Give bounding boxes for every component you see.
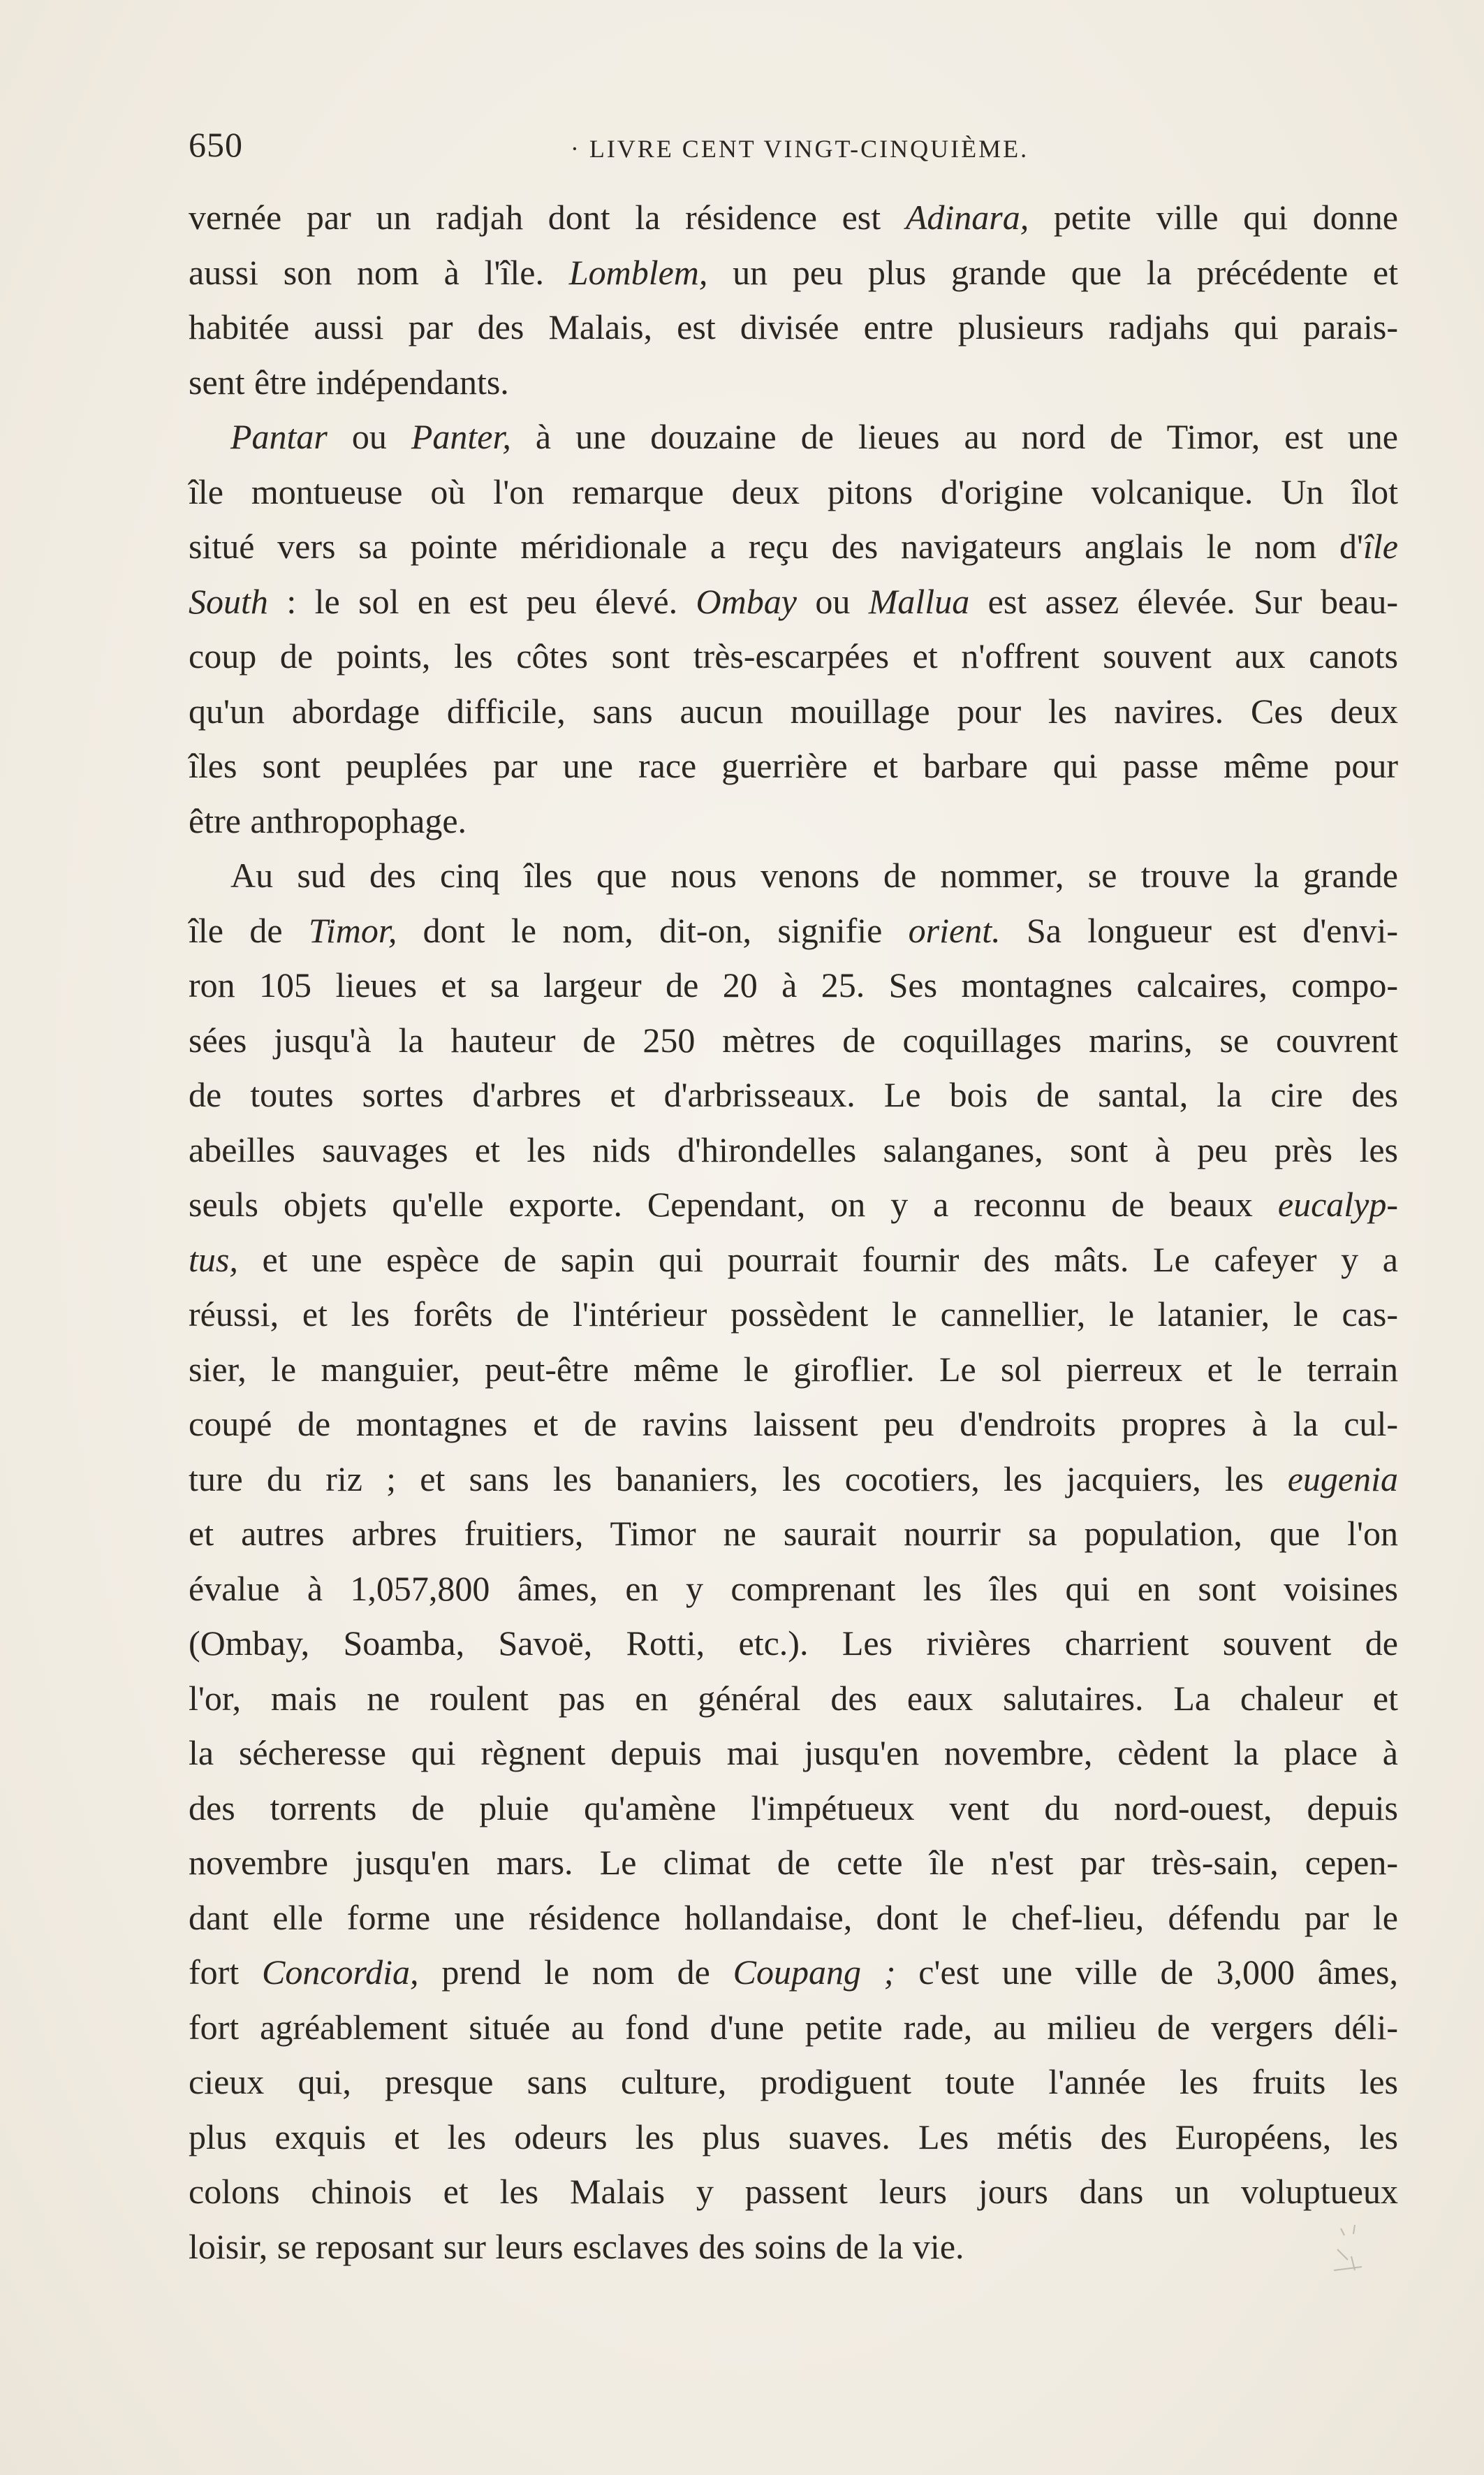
text-line [189, 1890, 1398, 1945]
text-line [189, 2164, 1398, 2219]
text-segment: colons chinois et les Malais y passent leurs jours dans un voluptueux [189, 2172, 1398, 2211]
text-line [189, 1067, 1398, 1123]
text-segment: la sécheresse qui règnent depuis mai jusqu'en novembre, cèdent la place à [189, 1733, 1398, 1772]
text-line [189, 794, 1398, 849]
text-segment: situé vers sa pointe méridionale a reçu des navigateurs anglais le nom d' [189, 527, 1364, 566]
text-segment: Panter, [411, 417, 511, 456]
text-segment: tus, [189, 1239, 238, 1279]
text-line [189, 1671, 1398, 1726]
text-segment: île de [189, 910, 309, 950]
text-line [189, 1342, 1398, 1397]
text-line [189, 629, 1398, 684]
text-segment: réussi, et les forêts de l'intérieur possèdent le cannellier, le latanier, le cas- [189, 1294, 1398, 1334]
text-segment: eugenia [1287, 1459, 1398, 1498]
text-segment: île montueuse où l'on remarque deux pitons d'origine volcanique. Un îlot [189, 472, 1398, 511]
text-segment: plus exquis et les odeurs les plus suaves. Les métis des Européens, les [189, 2117, 1398, 2156]
text-segment: fort [189, 1952, 263, 1992]
text-segment: Concordia, [262, 1952, 419, 1992]
text-line [189, 1616, 1398, 1671]
text-segment: Coupang ; [733, 1952, 896, 1992]
text-segment: l'or, mais ne roulent pas en général des eaux salutaires. La chaleur et [189, 1678, 1398, 1718]
text-segment: dont le nom, dit-on, signifie [397, 910, 909, 950]
text-segment: Timor, [308, 910, 397, 950]
text-segment: seuls objets qu'elle exporte. Cependant, on y a reconnu de beaux [189, 1185, 1278, 1224]
text-line [189, 1013, 1398, 1068]
text-segment: ture du riz ; et sans les bananiers, les cocotiers, les jacquiers, les [189, 1459, 1288, 1498]
text-segment: Mallua [868, 581, 970, 621]
text-line [189, 958, 1398, 1013]
text-segment: un peu plus grande que la précédente et [707, 252, 1398, 292]
text-line [189, 848, 1398, 903]
text-line [189, 1177, 1398, 1232]
text-segment: Ombay [696, 581, 797, 621]
text-segment: et autres arbres fruitiers, Timor ne saurait nourrir sa population, que l'on [189, 1514, 1398, 1553]
text-segment: cieux qui, presque sans culture, prodiguent toute l'année les fruits les [189, 2062, 1398, 2101]
text-segment: sent être indépendants. [189, 362, 509, 402]
text-line [189, 519, 1398, 574]
text-line [189, 574, 1398, 629]
text-line [189, 2054, 1398, 2110]
text-segment: abeilles sauvages et les nids d'hirondelles salanganes, sont à peu près les [189, 1130, 1398, 1169]
text-segment: Sa longueur est d'envi- [1000, 910, 1398, 950]
text-segment: sier, le manguier, peut-être même le giroflier. Le sol pierreux et le terrain [189, 1349, 1398, 1389]
body-text [189, 190, 1398, 2274]
text-segment: ou [327, 417, 411, 456]
text-line [189, 1506, 1398, 1561]
text-line [189, 1835, 1398, 1890]
text-segment: eucalyp- [1277, 1185, 1398, 1224]
text-segment: petite ville qui donne [1029, 198, 1398, 237]
text-line [189, 1561, 1398, 1616]
text-line [189, 1123, 1398, 1178]
text-segment: coup de points, les côtes sont très-escarpées et n'offrent souvent aux canots [189, 636, 1398, 676]
text-segment: île [1363, 527, 1398, 566]
page-header [189, 124, 1411, 173]
text-segment: prend le nom de [418, 1952, 733, 1992]
running-head: · LIVRE CENT VINGT-CINQUIÈME. [570, 135, 1029, 163]
text-segment: sées jusqu'à la hauteur de 250 mètres de coquillages marins, se couvrent [189, 1020, 1398, 1060]
text-segment: des torrents de pluie qu'amène l'impétueux vent du nord-ouest, depuis [189, 1788, 1398, 1827]
text-line [189, 465, 1398, 520]
text-line [189, 738, 1398, 794]
page-number: 650 [189, 125, 243, 164]
text-segment: novembre jusqu'en mars. Le climat de cette île n'est par très-sain, cepen- [189, 1843, 1398, 1882]
text-segment: Lomblem, [568, 252, 708, 292]
text-segment: qu'un abordage difficile, sans aucun mouillage pour les navires. Ces deux [189, 691, 1398, 731]
text-line [189, 300, 1398, 355]
text-line [189, 1945, 1398, 2000]
text-line [189, 1287, 1398, 1342]
text-segment: Adinara, [905, 198, 1029, 237]
text-segment: aussi son nom à l'île. [189, 252, 569, 292]
text-line [189, 684, 1398, 739]
text-line [189, 1232, 1398, 1287]
library-stamp-mark [1327, 2221, 1376, 2277]
text-segment: : le sol en est peu élevé. [267, 581, 696, 621]
text-segment: South [189, 581, 268, 621]
text-segment: îles sont peuplées par une race guerrière et barbare qui passe même pour [189, 746, 1398, 785]
text-segment: être anthropophage. [189, 801, 467, 840]
text-segment: Au sud des cinq îles que nous venons de nommer, se trouve la grande [230, 856, 1398, 895]
text-segment: habitée aussi par des Malais, est divisée entre plusieurs radjahs qui parais- [189, 307, 1398, 346]
text-segment: et une espèce de sapin qui pourrait fournir des mâts. Le cafeyer y a [237, 1239, 1398, 1279]
text-line [189, 355, 1398, 410]
text-line [189, 409, 1398, 465]
text-line [189, 190, 1398, 245]
text-line [189, 1725, 1398, 1781]
text-line [189, 903, 1398, 958]
text-segment: ron 105 lieues et sa largeur de 20 à 25. Ses montagnes calcaires, compo- [189, 965, 1398, 1005]
text-segment: vernée par un radjah dont la résidence est [189, 198, 906, 237]
text-line [189, 245, 1398, 300]
text-line [189, 2000, 1398, 2055]
text-line [189, 2219, 1398, 2275]
text-segment: Pantar [230, 417, 328, 456]
text-segment: (Ombay, Soamba, Savoë, Rotti, etc.). Les rivières charrient souvent de [189, 1623, 1398, 1663]
text-line [189, 2110, 1398, 2165]
text-segment: à une douzaine de lieues au nord de Timor, est une [510, 417, 1398, 456]
text-segment: évalue à 1,057,800 âmes, en y comprenant les îles qui en sont voisines [189, 1568, 1398, 1608]
text-segment: est assez élevée. Sur beau- [969, 581, 1398, 621]
text-line [189, 1781, 1398, 1836]
text-line [189, 1452, 1398, 1507]
text-segment: coupé de montagnes et de ravins laissent peu d'endroits propres à la cul- [189, 1404, 1398, 1443]
text-line [189, 1396, 1398, 1452]
text-segment: de toutes sortes d'arbres et d'arbrisseaux. Le bois de santal, la cire des [189, 1075, 1398, 1114]
text-segment: ou [796, 581, 869, 621]
text-segment: fort agréablement située au fond d'une petite rade, au milieu de vergers déli- [189, 2007, 1398, 2047]
text-segment: c'est une ville de 3,000 âmes, [895, 1952, 1399, 1992]
text-segment: dant elle forme une résidence hollandaise, dont le chef-lieu, défendu par le [189, 1897, 1398, 1937]
text-segment: loisir, se reposant sur leurs esclaves des soins de la vie. [189, 2226, 964, 2266]
text-segment: orient. [908, 910, 1001, 950]
